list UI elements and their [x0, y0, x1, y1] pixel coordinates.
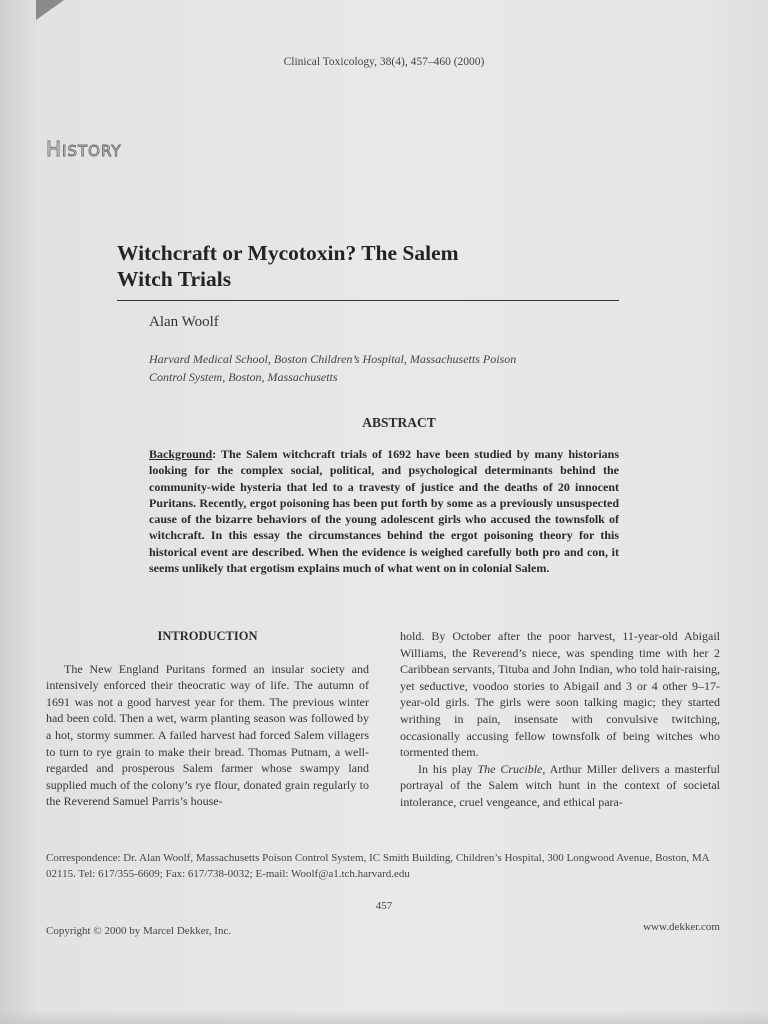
abstract-background-text: : The Salem witchcraft trials of 1692 have been studied by many historians looking for the complex social, political, and psychological determinants behind the community-wide hysteria that led to a travesty of justice and the deaths of 20 innocent Puritans. Recently, ergot poisoning has been put forth by some as a previously unsuspected cause of the bizarre behaviors of the young adolescent girls who accused the townsfolk of witchcraft. In this essay the circumstances behind the ergot poisoning theory for this historical event are described. When the evidence is weighed carefully both pro and con, it seems unlikely that ergotism explains much of what went on in colonial Salem. [149, 447, 619, 576]
page-bottom-shadow [0, 1010, 768, 1024]
introduction-heading: INTRODUCTION [157, 629, 258, 643]
body-paragraph: hold. By October after the poor harvest, 11-year-old Abigail Williams, the Reverend’s niece, was spending time with her 2 Caribbean servants, Tituba and John Indian, who told hair-raising, yet seductive, voodoo stories to Abigail and 3 or 4 other 9–17-year-old girls. The girls were soon talking magic; they started writhing in pain, insensate with convulsive twitching, occasionally accusing fellow townsfolk of being witches who tormented them. [400, 629, 720, 760]
abstract-heading: ABSTRACT [362, 415, 436, 430]
article-title [117, 240, 597, 292]
paragraph-text: In his play [418, 761, 478, 776]
article-title-line2: Witch Trials [117, 267, 232, 291]
page-number: 457 [375, 900, 393, 912]
paragraph-text: , Arthur Miller delivers a masterful portrayal of the Salem witch hunt in the context of societal intolerance, cruel vengeance, and ethical para- [400, 761, 720, 809]
publisher-website: www.dekker.com [643, 921, 720, 933]
body-paragraph [400, 761, 720, 811]
body-column-right [400, 628, 720, 811]
section-label-initial: H [46, 137, 63, 161]
body-paragraph: The New England Puritans formed an insular society and intensively enforced their theocratic way of life. The autumn of 1691 was not a good harvest year for them. The previous winter had been cold. Then a wet, warm planting season was followed by a hot, stormy summer. A failed harvest had forced Salem villagers to turn to rye grain to make their bread. Thomas Putnam, a well-regarded and prosperous Salem farmer whose swampy land supplied much of the colony’s rye flour, donated grain regularly to the Reverend Samuel Parris’s house- [46, 661, 369, 809]
affiliation-line2: Control System, Boston, Massachusetts [149, 370, 338, 384]
article-title-line1: Witchcraft or Mycotoxin? The Salem [117, 241, 459, 265]
body-column-left [46, 628, 369, 810]
page-corner-fold [36, 0, 64, 20]
section-label-rest: ISTORY [62, 142, 122, 160]
abstract-background-label: Background [149, 447, 213, 461]
play-title: The Crucible [477, 761, 543, 776]
copyright-notice: Copyright © 2000 by Marcel Dekker, Inc. [46, 925, 232, 937]
correspondence-note: Correspondence: Dr. Alan Woolf, Massachusetts Poison Control System, IC Smith Building, Children’s Hospital, 300 Longwood Avenue, Boston, MA 02115. Tel: 617/355-6609; Fax: 617/738-0032; E-mail: Woolf@a1.tch.harvard.edu [46, 852, 709, 880]
journal-citation: Clinical Toxicology, 38(4), 457–460 (2000) [283, 56, 485, 68]
abstract-text [149, 446, 619, 576]
section-label [46, 137, 122, 161]
title-rule [117, 300, 619, 301]
author-name: Alan Woolf [149, 314, 219, 330]
affiliation-line1: Harvard Medical School, Boston Children’s Hospital, Massachusetts Poison [149, 352, 517, 366]
author-affiliation [149, 350, 599, 386]
